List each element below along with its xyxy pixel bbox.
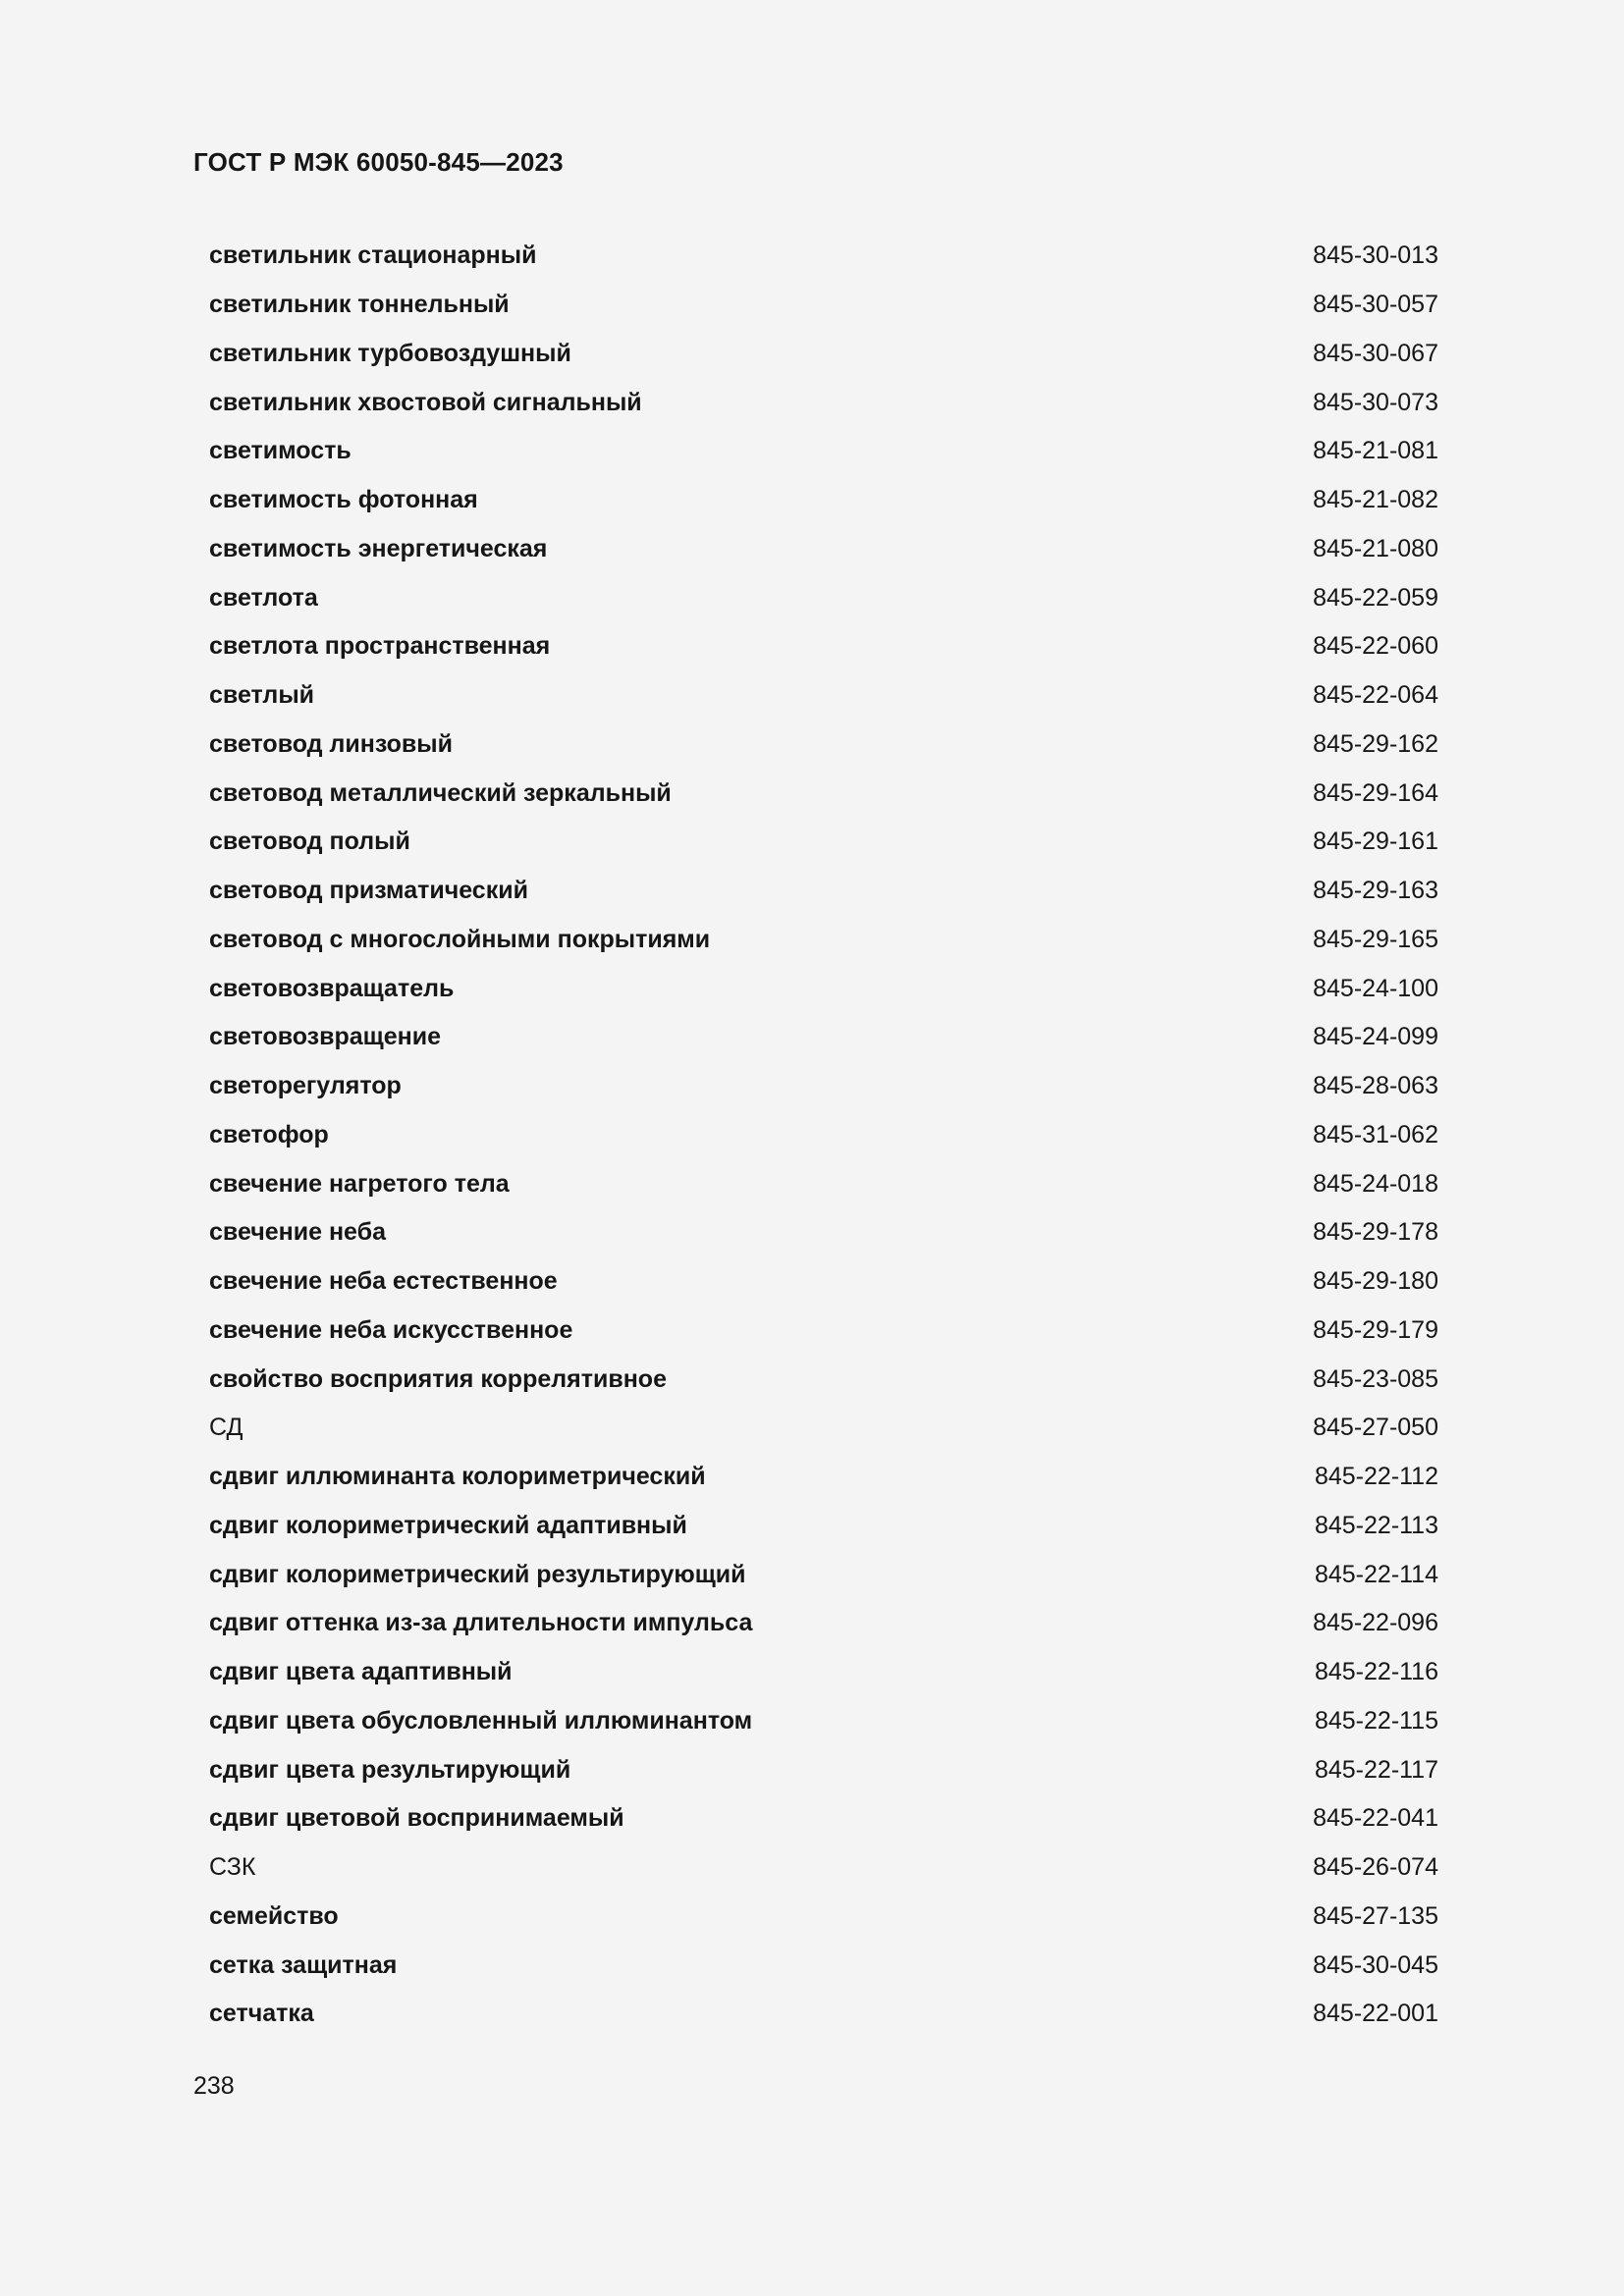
- index-reference-number: 845-26-074: [1313, 1853, 1438, 1882]
- index-term: сетка защитная: [209, 1950, 398, 1979]
- index-reference-number: 845-22-114: [1314, 1560, 1438, 1588]
- index-reference-number: 845-29-165: [1313, 925, 1438, 953]
- index-reference-number: 845-23-085: [1313, 1364, 1438, 1393]
- index-term: светильник стационарный: [209, 241, 537, 270]
- index-reference-number: 845-29-180: [1313, 1267, 1438, 1296]
- index-entry: [209, 1355, 1438, 1404]
- index-reference-number: 845-30-073: [1313, 388, 1438, 416]
- index-term: светимость: [209, 437, 352, 465]
- index-term: сдвиг иллюминанта колориметрический: [209, 1463, 706, 1491]
- index-entry: [209, 1453, 1438, 1502]
- index-entry: [209, 1013, 1438, 1062]
- index-reference-number: 845-21-081: [1313, 437, 1438, 465]
- index-reference-number: 845-31-062: [1313, 1120, 1438, 1148]
- index-entry: [209, 1062, 1438, 1111]
- index-term: светлый: [209, 681, 315, 710]
- index-reference-number: 845-29-162: [1313, 729, 1438, 758]
- index-term: сдвиг колориметрический результирующий: [209, 1560, 746, 1588]
- index-entry: [209, 1550, 1438, 1599]
- index-term: световод металлический зеркальный: [209, 778, 672, 807]
- index-entry: [209, 525, 1438, 574]
- index-entry: [209, 867, 1438, 916]
- index-reference-number: 845-24-100: [1313, 974, 1438, 1002]
- index-reference-number: 845-27-050: [1313, 1414, 1438, 1442]
- index-entry: [209, 476, 1438, 525]
- index-entry: [209, 671, 1438, 721]
- index-entry: [209, 378, 1438, 427]
- index-list: [209, 232, 1438, 2039]
- index-entry: [209, 818, 1438, 867]
- index-reference-number: 845-27-135: [1313, 1901, 1438, 1930]
- index-term: светофор: [209, 1120, 329, 1148]
- index-entry: [209, 1502, 1438, 1551]
- index-term: СД: [209, 1414, 244, 1442]
- index-reference-number: 845-24-018: [1313, 1169, 1438, 1198]
- index-term: световозвращение: [209, 1023, 442, 1051]
- index-term: световод с многослойными покрытиями: [209, 925, 711, 953]
- index-reference-number: 845-22-060: [1313, 632, 1438, 661]
- index-entry: [209, 1159, 1438, 1208]
- index-reference-number: 845-29-163: [1313, 877, 1438, 905]
- index-term: светильник тоннельный: [209, 291, 510, 319]
- index-entry: [209, 330, 1438, 379]
- index-reference-number: 845-29-179: [1313, 1315, 1438, 1344]
- index-entry: [209, 281, 1438, 330]
- index-reference-number: 845-30-045: [1313, 1950, 1438, 1979]
- index-entry: [209, 573, 1438, 622]
- index-entry: [209, 1843, 1438, 1893]
- index-entry: [209, 622, 1438, 671]
- index-reference-number: 845-22-001: [1313, 2000, 1438, 2028]
- index-term: свечение неба: [209, 1218, 386, 1247]
- index-term: свойство восприятия коррелятивное: [209, 1364, 667, 1393]
- index-entry: [209, 916, 1438, 965]
- index-term: сдвиг цвета результирующий: [209, 1755, 571, 1784]
- index-entry: [209, 1990, 1438, 2039]
- index-term: световод линзовый: [209, 729, 454, 758]
- index-entry: [209, 427, 1438, 476]
- index-term: световод призматический: [209, 877, 528, 905]
- index-term: семейство: [209, 1901, 339, 1930]
- index-term: светорегулятор: [209, 1072, 402, 1100]
- page-number: 238: [193, 2072, 235, 2100]
- index-term: сдвиг цвета обусловленный иллюминантом: [209, 1706, 753, 1735]
- index-term: сдвиг оттенка из-за длительности импульса: [209, 1609, 753, 1637]
- index-entry: [209, 1111, 1438, 1160]
- index-entry: [209, 1599, 1438, 1648]
- index-entry: [209, 1794, 1438, 1843]
- index-term: сдвиг цветовой воспринимаемый: [209, 1804, 624, 1833]
- index-entry: [209, 721, 1438, 770]
- index-term: свечение неба искусственное: [209, 1315, 573, 1344]
- index-term: свечение неба естественное: [209, 1267, 558, 1296]
- index-reference-number: 845-22-096: [1313, 1609, 1438, 1637]
- index-entry: [209, 964, 1438, 1013]
- index-reference-number: 845-29-161: [1313, 828, 1438, 856]
- index-entry: [209, 1697, 1438, 1746]
- index-entry: [209, 1745, 1438, 1794]
- index-term: светимость энергетическая: [209, 534, 548, 562]
- index-entry: [209, 769, 1438, 818]
- index-reference-number: 845-29-178: [1313, 1218, 1438, 1247]
- index-term: светимость фотонная: [209, 486, 478, 514]
- index-term: сетчатка: [209, 2000, 314, 2028]
- index-entry: [209, 1941, 1438, 1990]
- index-entry: [209, 1404, 1438, 1453]
- index-entry: [209, 1648, 1438, 1697]
- index-term: свечение нагретого тела: [209, 1169, 510, 1198]
- index-reference-number: 845-30-013: [1313, 241, 1438, 270]
- index-term: СЗК: [209, 1853, 256, 1882]
- index-reference-number: 845-22-059: [1313, 583, 1438, 612]
- index-reference-number: 845-28-063: [1313, 1072, 1438, 1100]
- page-title: ГОСТ Р МЭК 60050-845—2023: [193, 147, 564, 177]
- index-term: световозвращатель: [209, 974, 455, 1002]
- index-reference-number: 845-29-164: [1313, 778, 1438, 807]
- index-entry: [209, 1307, 1438, 1356]
- index-entry: [209, 232, 1438, 281]
- index-term: светильник турбовоздушный: [209, 339, 571, 367]
- index-term: сдвиг цвета адаптивный: [209, 1658, 513, 1686]
- index-reference-number: 845-30-057: [1313, 291, 1438, 319]
- index-entry: [209, 1208, 1438, 1257]
- index-reference-number: 845-22-115: [1314, 1706, 1438, 1735]
- index-reference-number: 845-21-080: [1313, 534, 1438, 562]
- index-term: светлота: [209, 583, 318, 612]
- index-reference-number: 845-22-112: [1314, 1463, 1438, 1491]
- index-reference-number: 845-22-041: [1313, 1804, 1438, 1833]
- index-reference-number: 845-22-113: [1314, 1511, 1438, 1539]
- index-reference-number: 845-22-116: [1314, 1658, 1438, 1686]
- index-reference-number: 845-24-099: [1313, 1023, 1438, 1051]
- index-entry: [209, 1893, 1438, 1942]
- index-reference-number: 845-22-117: [1314, 1755, 1438, 1784]
- index-term: световод полый: [209, 828, 410, 856]
- index-term: светлота пространственная: [209, 632, 551, 661]
- index-term: сдвиг колориметрический адаптивный: [209, 1511, 687, 1539]
- index-reference-number: 845-21-082: [1313, 486, 1438, 514]
- index-reference-number: 845-22-064: [1313, 681, 1438, 710]
- index-term: светильник хвостовой сигнальный: [209, 388, 642, 416]
- index-reference-number: 845-30-067: [1313, 339, 1438, 367]
- index-entry: [209, 1257, 1438, 1307]
